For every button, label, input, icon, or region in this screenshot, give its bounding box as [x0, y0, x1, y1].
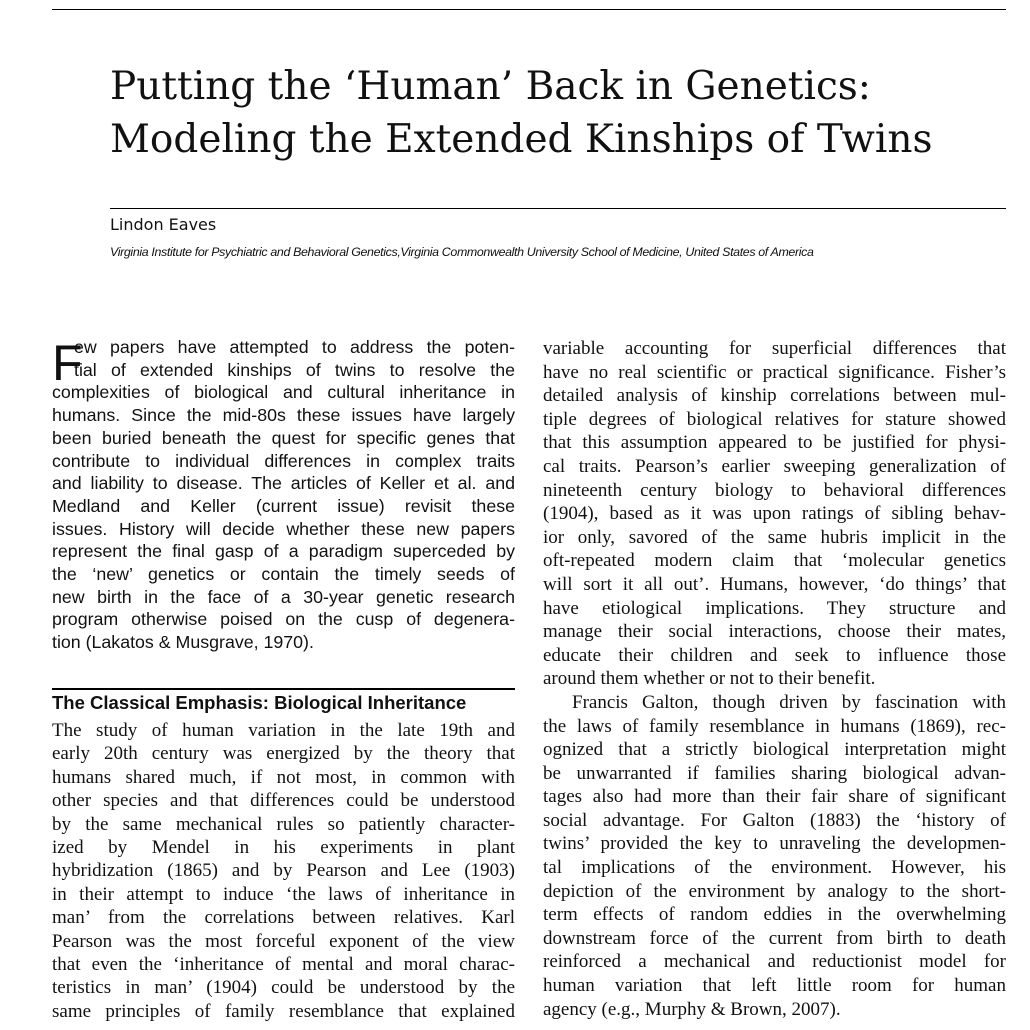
top-rule — [52, 9, 1006, 10]
title-line: Modeling the Extended Kinships of Twins — [110, 117, 933, 162]
body-line: humans shared much, if not most, in common with — [52, 766, 515, 788]
author-name: Lindon Eaves — [110, 215, 217, 234]
body-line: same principles of family resemblance that explained — [52, 1000, 515, 1022]
abstract-line: and liability to disease. The articles of Keller et al. and — [52, 473, 515, 494]
body-line: Francis Galton, though driven by fascination with — [572, 691, 1006, 713]
abstract-line: tial of extended kinships of twins to resolve the — [74, 359, 515, 380]
abstract-line: been buried beneath the quest for specific genes that — [52, 427, 515, 448]
body-line: nineteenth century biology to behavioral differences — [543, 479, 1006, 501]
body-line: The study of human variation in the late 19th and — [52, 720, 515, 741]
abstract-line: issues. History will decide whether these new papers — [52, 518, 515, 539]
body-line: human variation that left little room for human — [543, 975, 1006, 997]
body-line: the laws of family resemblance in humans (1869), rec- — [543, 715, 1006, 737]
body-line: tal implications of the environment. However, his — [543, 857, 1006, 879]
body-line: educate their children and seek to influence those — [543, 644, 1006, 666]
title-line: Putting the ‘Human’ Back in Genetics: — [110, 64, 871, 109]
abstract-line: tion (Lakatos & Musgrave, 1970). — [52, 632, 314, 653]
body-line: variable accounting for superficial differences that — [543, 338, 1006, 359]
body-line: hybridization (1865) and by Pearson and Lee (1903) — [52, 860, 515, 882]
abstract-line: program otherwise poised on the cusp of degenera- — [52, 609, 515, 630]
abstract-line: complexities of biological and cultural inheritance in — [52, 382, 515, 403]
body-line: oft-repeated modern claim that ‘molecular genetics — [543, 550, 1006, 572]
body-line: cal traits. Pearson’s earlier sweeping generalization of — [543, 455, 1006, 477]
body-line: that this assumption appeared to be justified for physi- — [543, 432, 1006, 454]
abstract-line: humans. Since the mid-80s these issues have largely — [52, 405, 515, 426]
abstract-line: contribute to individual differences in complex traits — [52, 450, 515, 471]
body-line: detailed analysis of kinship correlations between mul- — [543, 385, 1006, 407]
body-line: (1904), based as it was upon ratings of sibling behav- — [543, 503, 1006, 525]
body-line: will sort it all out’. Humans, however, ‘do things’ that — [543, 573, 1006, 595]
body-column-left — [52, 719, 515, 1023]
body-line: early 20th century was energized by the theory that — [52, 743, 515, 765]
abstract-line: ew papers have attempted to address the poten- — [74, 337, 515, 357]
body-line: tages also had more than their fair share of significant — [543, 786, 1006, 808]
body-line: term effects of random eddies in the overwhelming — [543, 904, 1006, 926]
article-title — [110, 60, 1010, 166]
body-line: be unwarranted if families sharing biological advan- — [543, 762, 1006, 784]
abstract-line: Medland and Keller (current issue) revisit these — [52, 495, 515, 516]
body-line: depiction of the environment by analogy to the short- — [543, 880, 1006, 902]
body-line: manage their social interactions, choose their mates, — [543, 621, 1006, 643]
body-line: Pearson was the most forceful exponent of the view — [52, 930, 515, 952]
body-line: ized by Mendel in his experiments in plant — [52, 837, 515, 859]
body-line: that even the ‘inheritance of mental and moral charac- — [52, 954, 515, 976]
abstract-line: new birth in the face of a 30-year genetic research — [52, 586, 515, 607]
body-line: teristics in man’ (1904) could be understood by the — [52, 977, 515, 999]
body-line: ior only, savored of the same hubris implicit in the — [543, 526, 1006, 548]
body-line: by the same mechanical rules so patiently character- — [52, 813, 515, 835]
author-affiliation: Virginia Institute for Psychiatric and Behavioral Genetics,Virginia Commonwealth University School of Medicine, United States of America — [110, 245, 814, 259]
drop-cap: F — [52, 335, 83, 391]
body-line: ognized that a strictly biological interpretation might — [543, 739, 1006, 761]
body-line: reinforced a mechanical and reductionist model for — [543, 951, 1006, 973]
body-line: man’ from the correlations between relatives. Karl — [52, 907, 515, 929]
body-line: social advantage. For Galton (1883) the ‘history of — [543, 809, 1006, 831]
body-line: have etiological implications. They structure and — [543, 597, 1006, 619]
body-line: other species and that differences could be understood — [52, 790, 515, 812]
body-line: around them whether or not to their benefit. — [543, 668, 876, 690]
body-line: agency (e.g., Murphy & Brown, 2007). — [543, 998, 841, 1020]
abstract-line: represent the final gasp of a paradigm superceded by — [52, 541, 515, 562]
body-column-right — [543, 337, 1006, 1021]
body-line: in their attempt to induce ‘the laws of inheritance in — [52, 883, 515, 905]
body-line: have no real scientific or practical significance. Fisher’s — [543, 361, 1006, 383]
body-line: twins’ provided the key to unraveling the developmen- — [543, 833, 1006, 855]
section-heading: The Classical Emphasis: Biological Inheritance — [52, 688, 515, 715]
author-rule — [110, 208, 1006, 209]
body-line: tiple degrees of biological relatives for stature showed — [543, 408, 1006, 430]
abstract-line: the ‘new’ genetics or contain the timely seeds of — [52, 564, 515, 585]
body-line: downstream force of the current from birth to death — [543, 927, 1006, 949]
abstract — [52, 336, 515, 654]
